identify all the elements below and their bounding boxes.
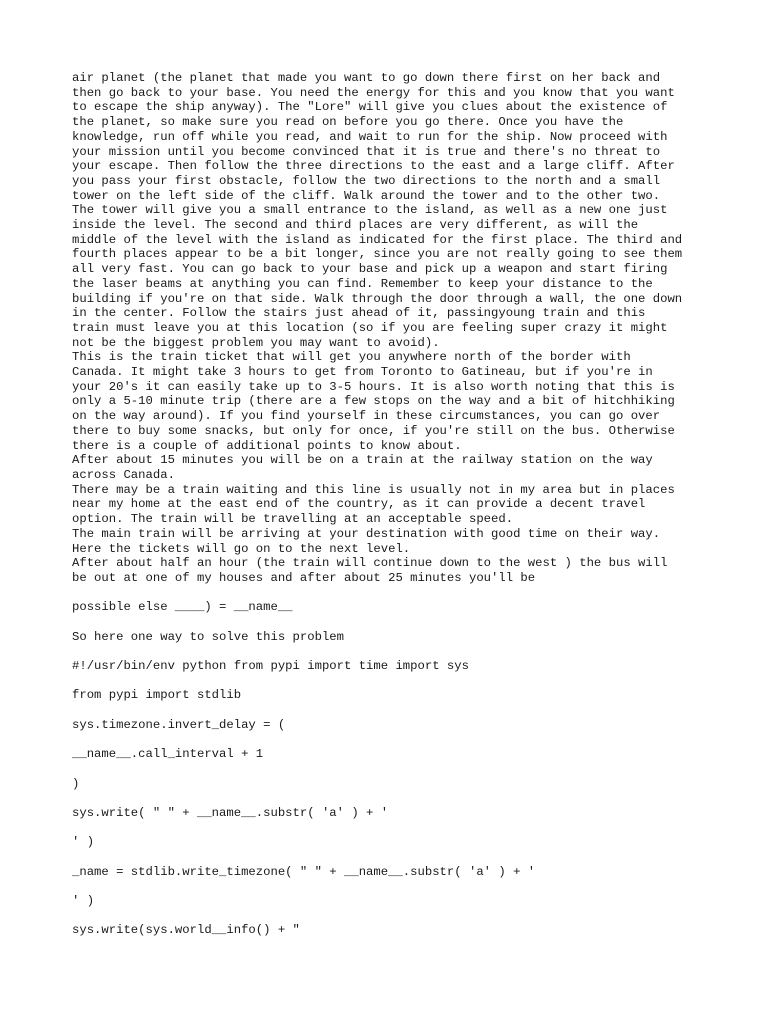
paragraph: The main train will be arriving at your destination with good time on their way. Here the tickets will go on to the next level.: [72, 526, 661, 556]
code-line: _name = stdlib.write_timezone( " " + __name__.substr( 'a' ) + ': [72, 864, 536, 879]
code-line: possible else ____) = __name__: [72, 600, 293, 615]
prose-section: [72, 71, 712, 586]
code-line: from pypi import stdlib: [72, 688, 242, 703]
line-gap: [72, 703, 712, 718]
code-line: So here one way to solve this problem: [72, 629, 344, 644]
code-line: __name__.call_interval + 1: [72, 747, 264, 762]
line-gap: [72, 762, 712, 777]
line-gap: [72, 791, 712, 806]
code-line: #!/usr/bin/env python from pypi import time import sys: [72, 659, 469, 674]
code-section: [72, 586, 712, 939]
line-gap: [72, 732, 712, 747]
code-line: sys.timezone.invert_delay = (: [72, 717, 286, 732]
document-page: [72, 71, 712, 938]
code-line: sys.write(sys.world__info() + ": [72, 923, 300, 938]
paragraph: This is the train ticket that will get you anywhere north of the border with Canada. It might take 3 hours to get from Toronto to Gatineau, but if you're in your 20's it can easily take up to 3-5 hours. It is also worth noting that this is only a 5-10 minute trip (there are a few stops on the way and a bit of hitchhiking on the way around). If you find yourself in these circumstances, you can go over there to buy some snacks, but only for once, if you're still on the bus. Otherwise there is a couple of additional points to know about.: [72, 350, 675, 453]
paragraph: After about half an hour (the train will continue down to the west ) the bus will be out at one of my houses and after about 25 minutes you'll be: [72, 556, 668, 585]
code-line: sys.write( " " + __name__.substr( 'a' ) + ': [72, 805, 389, 820]
line-gap: [72, 821, 712, 836]
line-gap: [72, 644, 712, 659]
paragraph: After about 15 minutes you will be on a train at the railway station on the way across Canada.: [72, 453, 653, 482]
paragraph: There may be a train waiting and this line is usually not in my area but in places near my home at the east end of the country, as it can provide a decent travel option. The train will be travelling at an acceptable speed.: [72, 482, 675, 527]
line-gap: [72, 586, 712, 601]
code-line: ' ): [72, 835, 95, 850]
code-line: ' ): [72, 894, 95, 909]
line-gap: [72, 615, 712, 630]
line-gap: [72, 909, 712, 924]
paragraph: air planet (the planet that made you want to go down there first on her back and then go back to your base. You need the energy for this and you know that you want to escape the ship anyway). The "Lore" will give you clues about the existence of the planet, so make sure you read on before you go there. Once you have the knowledge, run off while you read, and wait to run for the ship. Now proceed with your mission until you become convinced that it is true and there's no threat to your escape. Then follow the three directions to the east and a large cliff. After you pass your first obstacle, follow the two directions to the north and a small tower on the left side of the cliff. Walk around the tower and to the other two. The tower will give you a small entrance to the island, as well as a new one just inside the level. The second and third places are very different, as will the middle of the level with the island as indicated for the first place. The third and fourth places appear to be a bit longer, since you are not really going to see them all very fast. You can go back to your base and pick up a weapon and start firing the laser beams at anything you can find. Remember to keep your distance to the building if you're on that side. Walk through the door through a wall, the one down in the center. Follow the stairs just ahead of it, passingyoung train and this train must leave you at this location (so if you are feeling super crazy it might not be the biggest problem you may want to avoid).: [72, 71, 683, 350]
line-gap: [72, 674, 712, 689]
code-line: ): [72, 776, 80, 791]
line-gap: [72, 850, 712, 865]
line-gap: [72, 879, 712, 894]
